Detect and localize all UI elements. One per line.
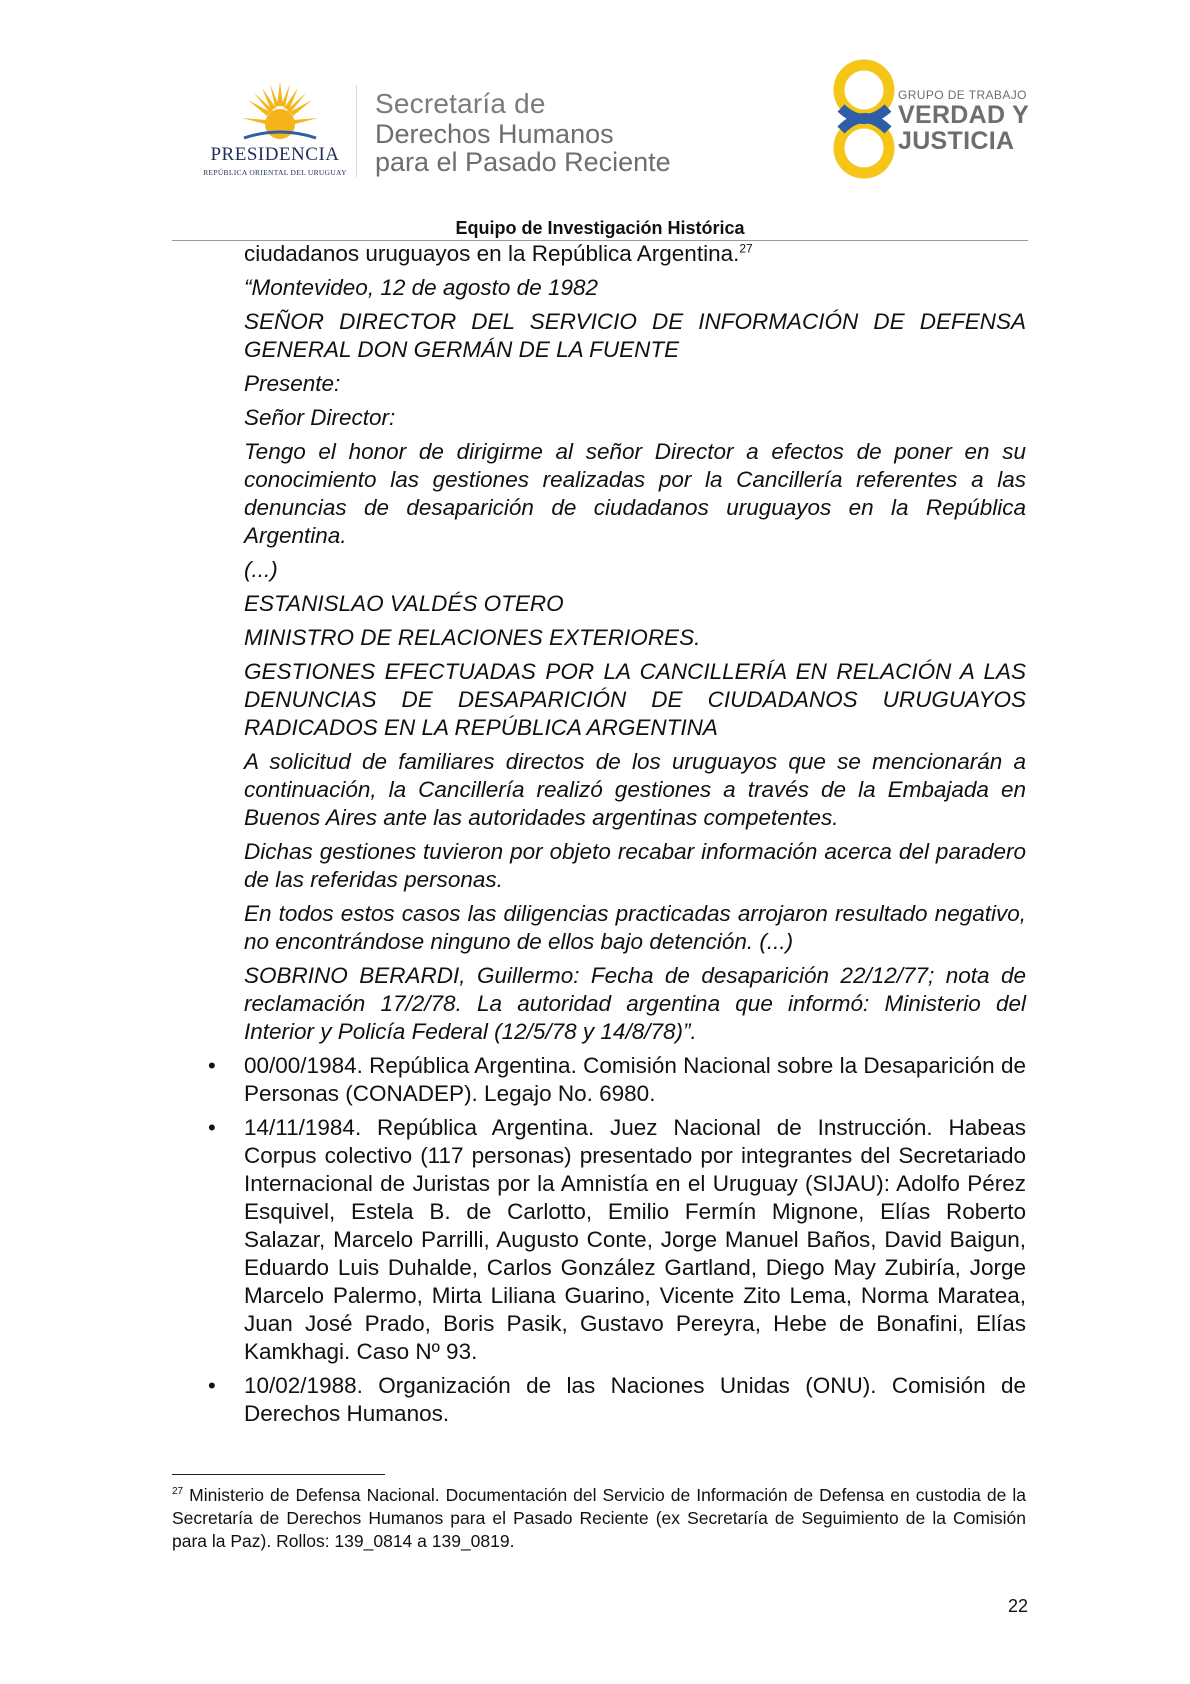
secretaria-line-1: Secretaría de xyxy=(375,88,546,119)
quote-paragraph-3: Dichas gestiones tuvieron por objeto recabar información acerca del paradero de las referidas personas. xyxy=(244,839,1026,892)
intro-text: ciudadanos uruguayos en la República Argentina. xyxy=(244,241,740,266)
page-header xyxy=(0,0,1190,250)
grupo-trabajo-label: GRUPO DE TRABAJO xyxy=(898,88,1027,102)
bullet-icon: • xyxy=(208,1115,216,1140)
secretaria-line-3: para el Pasado Reciente xyxy=(375,147,671,177)
list-item-text: 10/02/1988. Organización de las Naciones Unidas (ONU). Comisión de Derechos Humanos. xyxy=(244,1373,1026,1426)
footnote-number: 27 xyxy=(172,1486,184,1498)
intro-line xyxy=(244,240,1026,268)
list-item xyxy=(208,1114,1026,1366)
footnote xyxy=(172,1484,1026,1553)
verdad-justicia-label xyxy=(898,102,1029,154)
secretaria-logo-text xyxy=(375,88,715,176)
quote-addressee: SEÑOR DIRECTOR DEL SERVICIO DE INFORMACIÓN DE DEFENSA GENERAL DON GERMÁN DE LA FUENTE xyxy=(244,309,1026,362)
presidencia-name: PRESIDENCIA xyxy=(210,144,340,165)
presidencia-subtitle: REPÚBLICA ORIENTAL DEL URUGUAY xyxy=(203,168,347,177)
logo-divider xyxy=(356,85,357,177)
bullet-icon: • xyxy=(208,1373,216,1398)
secretaria-line-2: Derechos Humanos xyxy=(375,119,614,149)
quote-heading: GESTIONES EFECTUADAS POR LA CANCILLERÍA EN RELACIÓN A LAS DENUNCIAS DE DESAPARICIÓN DE CIUDADANOS URUGUAYOS RADICADOS EN LA REPÚBLICA ARGENTINA xyxy=(244,659,1026,740)
quote-signer: ESTANISLAO VALDÉS OTERO xyxy=(244,591,564,616)
footnote-ref[interactable]: 27 xyxy=(739,241,753,256)
quote-paragraph-1: Tengo el honor de dirigirme al señor Director a efectos de poner en su conocimiento las gestiones realizadas por la Cancillería referentes a las denuncias de desaparición de ciudadanos uruguayos en la República Argentina. xyxy=(244,439,1026,548)
verdad-label: VERDAD Y xyxy=(898,101,1030,129)
page-body xyxy=(208,240,1026,1428)
quote-signer-title: MINISTRO DE RELACIONES EXTERIORES. xyxy=(244,625,701,650)
quote-presente: Presente: xyxy=(244,371,341,396)
presidencia-logo xyxy=(200,80,350,180)
list-item xyxy=(208,1052,1026,1108)
quote-salutation: Señor Director: xyxy=(244,405,396,430)
page-number: 22 xyxy=(1007,1596,1028,1616)
list-item xyxy=(208,1372,1026,1428)
team-title: Equipo de Investigación Histórica xyxy=(455,218,745,238)
list-item-text: 00/00/1984. República Argentina. Comisión Nacional sobre la Desaparición de Personas (CONADEP). Legajo No. 6980. xyxy=(244,1053,1026,1106)
quote-ellipsis: (...) xyxy=(244,557,278,582)
quote-paragraph-5: SOBRINO BERARDI, Guillermo: Fecha de desaparición 22/12/77; nota de reclamación 17/2/78. La autoridad argentina que informó: Ministerio del Interior y Policía Federal (12/5/78 y 14/8/78)”. xyxy=(244,963,1026,1044)
list-item-text: 14/11/1984. República Argentina. Juez Nacional de Instrucción. Habeas Corpus colectivo (117 personas) presentado por integrantes del Secretariado Internacional de Juristas por la Amnistía en el Uruguay (SIJAU): Adolfo Pérez Esquivel, Estela B. de Carlotto, Emilio Fermín Mignone, Elías Roberto Salazar, Marcelo Parrilli, Augusto Conte, Jorge Manuel Baños, David Baigun, Eduardo Luis Duhalde, Carlos González Gartland, Diego May Zubiría, Jorge Marcelo Palermo, Mirta Liliana Guarino, Vicente Zito Lema, Norma Maratea, Juan José Prado, Boris Pasik, Gustavo Pereyra, Hebe de Bonafini, Elías Kamkhagi. Caso Nº 93. xyxy=(244,1115,1026,1364)
justicia-label: JUSTICIA xyxy=(898,127,1015,155)
footnote-rule xyxy=(172,1474,385,1475)
footnote-text: Ministerio de Defensa Nacional. Documentación del Servicio de Información de Defensa en custodia de la Secretaría de Derechos Humanos para el Pasado Reciente (ex Secretaría de Seguimiento de la Comisión para la Paz). Rollos: 139_0814 a 139_0819. xyxy=(172,1485,1026,1551)
quote-paragraph-2: A solicitud de familiares directos de los uruguayos que se mencionarán a continuación, la Cancillería realizó gestiones a través de la Embajada en Buenos Aires ante las autoridades argentinas competentes. xyxy=(244,749,1026,830)
quote-paragraph-4: En todos estos casos las diligencias practicadas arrojaron resultado negativo, no encontrándose ninguno de ellos bajo detención. (...) xyxy=(244,901,1026,954)
quote-date: “Montevideo, 12 de agosto de 1982 xyxy=(244,275,599,300)
bullet-icon: • xyxy=(208,1053,216,1078)
sun-icon xyxy=(240,80,320,142)
